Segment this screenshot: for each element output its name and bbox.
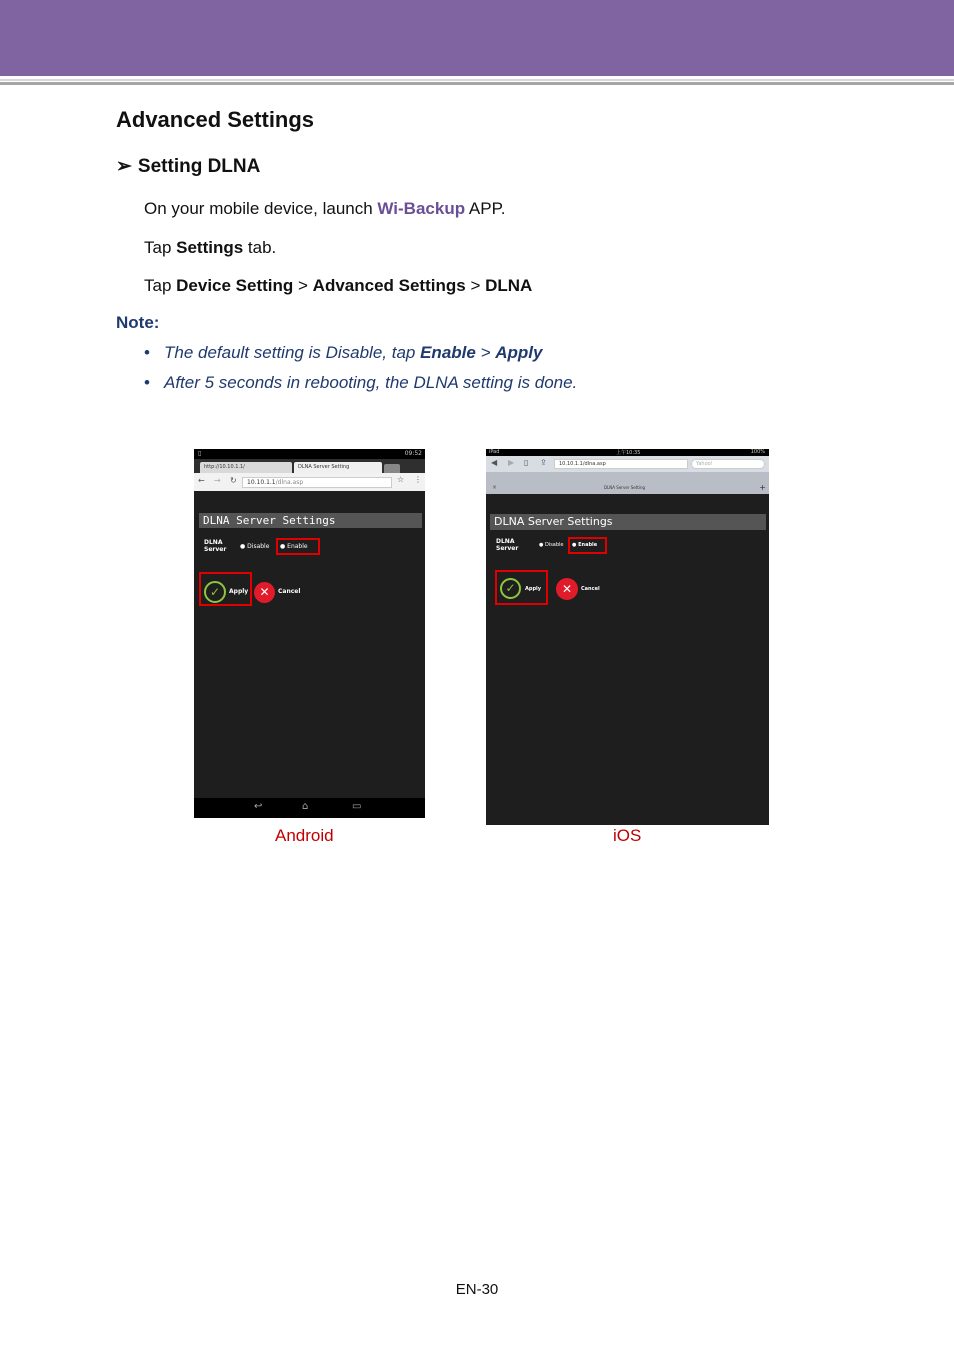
section-heading: Advanced Settings [116,107,315,132]
nav-back-icon[interactable]: ↩ [254,801,263,812]
subsection-heading [116,155,260,178]
android-apply-label[interactable]: Apply [229,588,249,595]
ios-address-field[interactable]: 10.10.1.1/dlna.asp [554,459,688,469]
ios-cancel-x-icon[interactable]: ✕ [556,578,578,600]
back-icon[interactable]: ← [198,476,205,485]
ios-forward-icon[interactable]: ▶ [508,458,515,467]
ios-radio-enable[interactable]: ● Enable [572,542,598,548]
nav-home-icon[interactable]: ⌂ [302,801,309,812]
ios-close-tab-icon[interactable]: × [492,484,498,491]
android-tab-bar [194,459,425,473]
step-1: On your mobile device, launch Wi-Backup APP. [144,199,506,218]
page-number: EN-30 [455,1281,499,1298]
step-3: Tap Device Setting > Advanced Settings > DLNA [144,276,533,295]
ios-tab-strip [486,472,769,494]
android-radio-enable[interactable]: ● Enable [280,543,308,550]
apply-check-icon[interactable]: ✓ [204,581,226,603]
note-label: Note: [116,313,160,332]
browser-tab-2[interactable]: DLNA Server Setting [294,462,382,473]
ios-screenshot [486,449,769,825]
android-radio-disable[interactable]: ● Disable [240,543,270,550]
ios-time: 上午10:35 [616,450,641,456]
ios-carrier: iPad [489,449,500,455]
ios-radio-disable[interactable]: ● Disable [539,542,564,548]
bullet-dot-icon: • [144,373,150,392]
ios-apply-label[interactable]: Apply [525,586,542,592]
android-enable-highlight [276,538,320,555]
menu-icon[interactable]: ⋮ [414,475,422,484]
ios-bookmarks-icon[interactable]: ▯ [524,458,529,467]
step-2: Tap Settings tab. [144,238,277,257]
reload-icon[interactable]: ↻ [230,476,237,485]
ios-page-title: DLNA Server Setting [604,485,646,490]
nav-recents-icon[interactable]: ▭ [352,801,362,812]
ios-enable-highlight [568,537,607,554]
android-url-bar [194,473,425,491]
status-time: 09:52 [404,450,422,457]
app-name: Wi-Backup [377,199,466,218]
cancel-x-icon[interactable]: ✕ [254,582,275,603]
android-address-field[interactable]: 10.10.1.1/dlna.asp [242,477,392,488]
browser-tab-1[interactable]: http://10.10.1.1/ [200,462,292,473]
android-cancel-label[interactable]: Cancel [278,588,301,595]
ios-dlna-label: DLNA Server [496,538,519,552]
forward-icon[interactable]: → [214,476,221,485]
ios-cancel-label[interactable]: Cancel [581,586,600,592]
android-status-bar [194,449,425,459]
ios-status-bar [486,449,769,456]
ios-new-tab-icon[interactable]: + [759,483,766,492]
header-divider [0,79,954,81]
ios-battery: 100% [750,449,765,455]
note-bullet-1: • The default setting is Disable, tap Enable > Apply [144,343,543,362]
ios-apply-check-icon[interactable]: ✓ [500,578,521,599]
android-caption: Android [275,826,334,845]
subsection-title: Setting DLNA [137,156,261,177]
android-dlna-label: DLNA Server [204,539,227,553]
ios-back-icon[interactable]: ◀ [491,458,498,467]
ios-toolbar [486,456,769,472]
star-icon[interactable]: ☆ [397,475,405,484]
android-nav-bar [194,798,425,818]
header-divider-thick [0,82,954,85]
android-panel-title: DLNA Server Settings [199,513,422,528]
ios-caption: iOS [613,826,642,845]
header-band [0,0,954,76]
ios-share-icon[interactable]: ⇪ [540,458,547,467]
note-bullet-2: • After 5 seconds in rebooting, the DLNA setting is done. [144,373,578,392]
ios-search-field[interactable]: Yahoo! [691,459,765,469]
battery-icon: ▯ [198,450,202,457]
arrow-bullet-icon: ➢ [116,156,132,177]
bullet-dot-icon: • [144,343,150,362]
android-screenshot [194,449,425,818]
ios-panel-title: DLNA Server Settings [490,514,766,530]
